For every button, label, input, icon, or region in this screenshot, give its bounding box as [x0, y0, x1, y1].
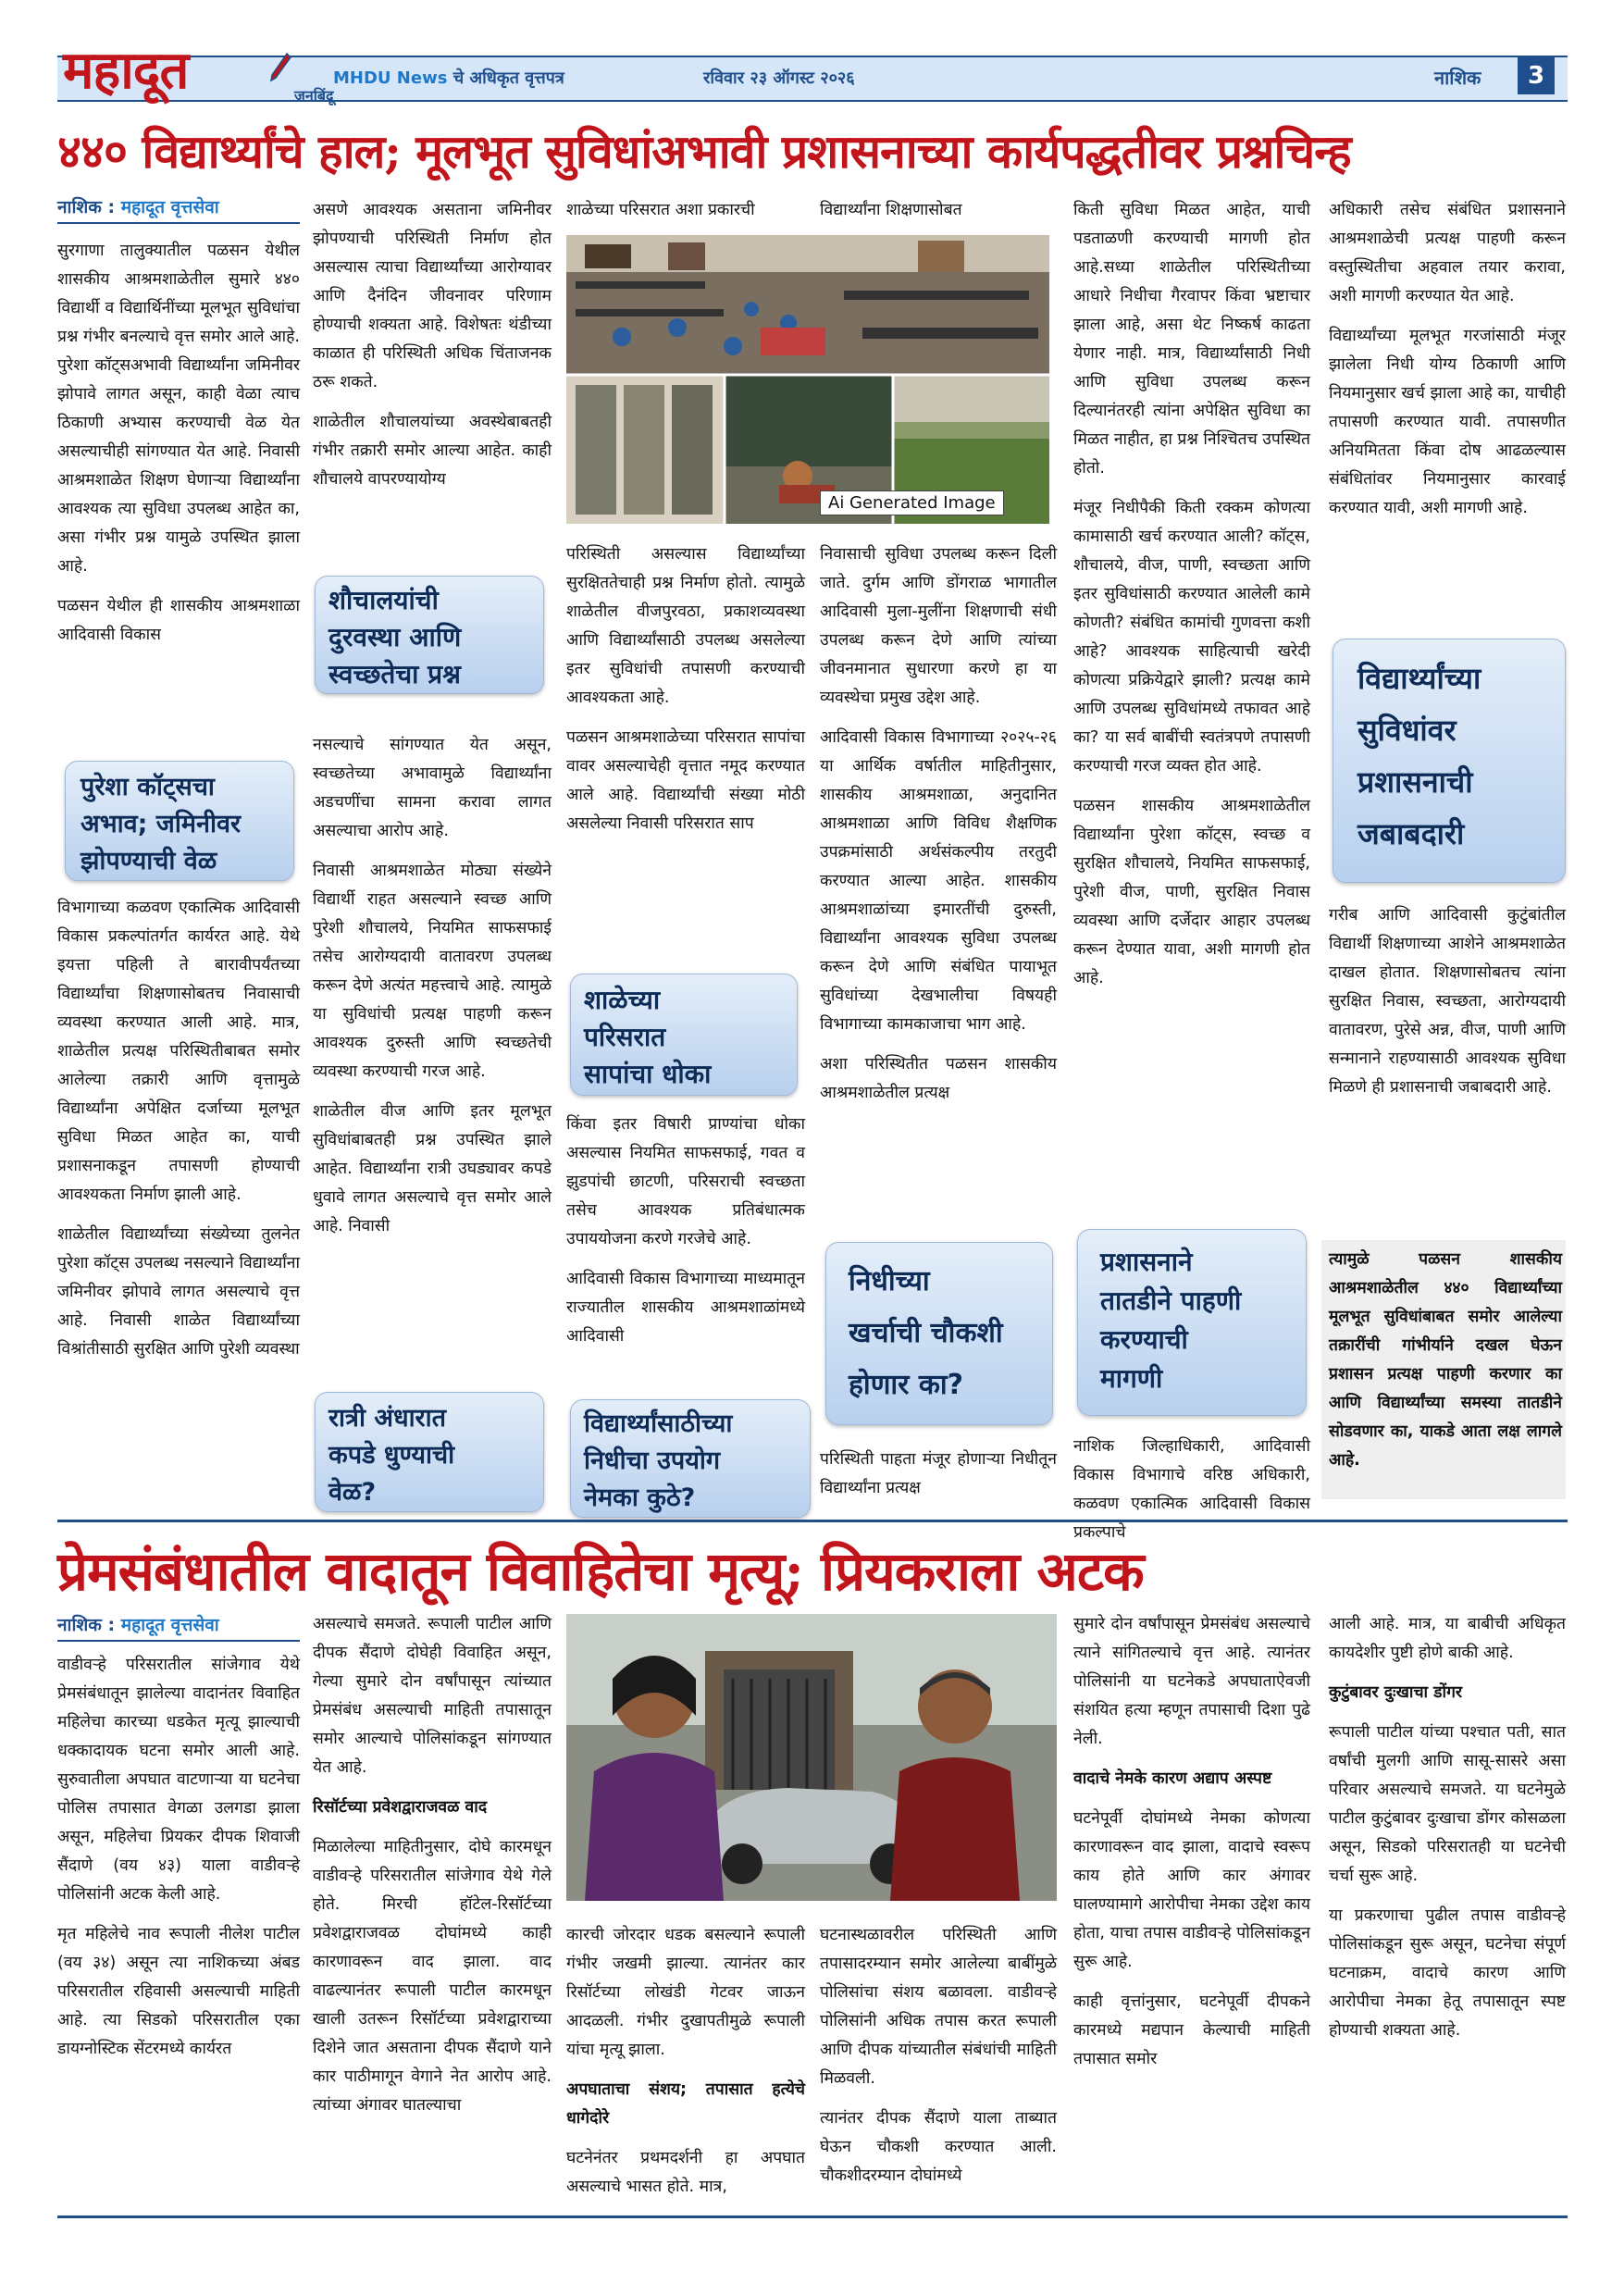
story2-col4: घटनास्थळावरील परिस्थिती आणि तपासादरम्यान समोर आलेल्या बाबींमुळे पोलिसांचा संशय बळावला. वाडीवऱ्हे पोलिसांनी अधिक तपास करत रूपाली आणि दीपक यांच्यातील संबंधांची माहिती मिळवली. त्यानंतर दीपक सैंदाणे याला ताब्यात घेऊन चौकशी करण्यात आली. चौकशीदरम्यान दोघांमध्ये	[820, 1926, 1057, 2185]
story2-col2: असल्याचे समजते. रूपाली पाटील आणि दीपक सैंदाणे दोघेही विवाहित असून, गेल्या सुमारे दोन वर्षांपासून त्यांच्यात प्रेमसंबंध असल्याची माहिती तपासातून समोर आल्याचे पोलिसांकडून सांगण्यात येत आहे. रिसॉर्टच्या प्रवेशद्वाराजवळ वाद मिळालेल्या माहितीनुसार, दोघे कारमधून वाडीवऱ्हे परिसरातील सांजेगाव येथे गेले होते. मिरची हॉटेल-रिसॉर्टच्या प्रवेशद्वाराजवळ दोघांमध्ये काही कारणावरून वाद झाला. वाद वाढल्यानंतर रूपाली पाटील कारमधून खाली उतरून रिसॉर्टच्या प्रवेशद्वाराच्या दिशेने जात असताना दीपक सैंदाणे याने कार पाठीमागून वेगाने नेत आरोप आहे. त्यांच्या अंगावर घातल्याचा	[313, 1615, 552, 2115]
pen-icon	[268, 52, 292, 83]
callout-night: रात्री अंधारात कपडे धुण्याची वेळ?	[315, 1392, 544, 1512]
brand-logo: महादूत	[63, 40, 189, 101]
ai-generated-label: Ai Generated Image	[820, 490, 1004, 515]
story2-col6: आली आहे. मात्र, या बाबीची अधिकृत कायदेशीर पुष्टी होणे बाकी आहे. कुटुंबावर दुःखाचा डोंगर रूपाली पाटील यांच्या पश्चात पती, सात वर्षांची मुलगी आणि सासू-सासरे असा परिवार असल्याचे समजते. या घटनेमुळे पाटील कुटुंबावर दुःखाचा डोंगर कोसळला असून, सिडको परिसरातही या घटनेची चर्चा सुरू आहे. या प्रकरणाचा पुढील तपास वाडीवऱ्हे पोलिसांकडून सुरू असून, घटनेचा संपूर्ण घटनाक्रम, वादाचे कारण आणि आरोपीचा नेमका हेतू तपासातून स्पष्ट होण्याची शक्यता आहे.	[1329, 1615, 1566, 2040]
story1-col6b: गरीब आणि आदिवासी कुटुंबांतील विद्यार्थी शिक्षणाच्या आशेने आश्रमशाळेत दाखल होतात. शिक्षणासोबतच त्यांना सुरक्षित निवास, स्वच्छता, आरोग्यदायी वातावरण, पुरेसे अन्न, वीज, पाणी आणि सन्मानाने राहण्यासाठी आवश्यक सुविधा मिळणे ही प्रशासनाची जबाबदारी आहे.	[1329, 906, 1566, 1097]
hostel-photo-collage	[566, 235, 1049, 524]
callout-cots: पुरेशा कॉट्सचा अभाव; जमिनीवर झोपण्याची वेळ	[65, 761, 294, 881]
story1-col4b: परिस्थिती पाहता मंजूर होणाऱ्या निधीतून विद्यार्थ्यांना प्रत्यक्ष	[820, 1450, 1057, 1497]
bottom-rule	[57, 2215, 1568, 2218]
story1-col2a: असणे आवश्यक असताना जमिनीवर झोपण्याची परिस्थिती निर्माण होत असल्यास त्याचा विद्यार्थ्यांच्या आरोग्यावर आणि दैनंदिन जीवनावर परिणाम होण्याची शक्यता आहे. विशेषतः थंडीच्या काळात ही परिस्थिती अधिक चिंताजनक ठरू शकते. शाळेतील शौचालयांच्या अवस्थेबाबतही गंभीर तक्रारी समोर आल्या आहेत. काही शौचालये वापरण्यायोग्य	[313, 201, 552, 489]
callout-funds-use: विद्यार्थ्यांसाठीच्या निधीचा उपयोग नेमका कुठे?	[570, 1399, 811, 1518]
story1-col3a: परिस्थिती असल्यास विद्यार्थ्यांच्या सुरक्षिततेचाही प्रश्न निर्माण होतो. त्यामुळे शाळेतील वीजपुरवठा, प्रकाशव्यवस्था आणि विद्यार्थ्यांसाठी उपलब्ध असलेल्या इतर सुविधांची तपासणी करण्याची आवश्यकता आहे. पळसन आश्रमशाळेच्या परिसरात सापांचा वावर असल्याचेही वृत्तात नमूद करण्यात आले आहे. विद्यार्थ्यांची संख्या मोठी असलेल्या निवासी परिसरात साप	[566, 545, 805, 833]
story1-col6c: त्यामुळे पळसन शासकीय आश्रमशाळेतील ४४० विद्यार्थ्यांच्या मूलभूत सुविधांबाबत समोर आलेल्या तक्रारींची गांभीर्याने दखल घेऊन प्रशासन प्रत्यक्ष पाहणी करणार का आणि विद्यार्थ्यांच्या समस्या तातडीने सोडवणार का, याकडे आता लक्ष लागले आहे.	[1329, 1250, 1562, 1470]
accident-photo	[566, 1614, 1057, 1901]
photo-collage-graphic	[566, 235, 1049, 524]
section-divider	[57, 1520, 1568, 1522]
story1-col3b: किंवा इतर विषारी प्राण्यांचा धोका असल्यास नियमित साफसफाई, गवत व झुडपांची छाटणी, परिसराची स्वच्छता तसेच आवश्यक प्रतिबंधात्मक उपाययोजना करणे गरजेचे आहे. आदिवासी विकास विभागाच्या माध्यमातून राज्यातील शासकीय आश्रमशाळांमध्ये आदिवासी	[566, 1115, 805, 1346]
brand-subtitle: जनबिंदू	[294, 87, 334, 105]
callout-responsibility: विद्यार्थ्यांच्या सुविधांवर प्रशासनाची जबाबदारी	[1333, 639, 1566, 883]
story2-col5: सुमारे दोन वर्षांपासून प्रेमसंबंध असल्याचे त्याने सांगितल्याचे वृत्त आहे. त्यानंतर पोलिसांनी या घटनेकडे अपघाताऐवजी संशयित हत्या म्हणून तपासाची दिशा पुढे नेली. वादाचे नेमके कारण अद्याप अस्पष्ट घटनेपूर्वी दोघांमध्ये नेमका कोणत्या कारणावरून वाद झाला, वादाचे स्वरूप काय होते आणि कार अंगावर घालण्यामागे आरोपीचा नेमका उद्देश काय होता, याचा तपास वाडीवऱ्हे पोलिसांकडून सुरू आहे. काही वृत्तांनुसार, घटनेपूर्वी दीपकने कारमध्ये मद्यपान केल्याची माहिती तपासात समोर	[1073, 1615, 1310, 2068]
callout-snakes: शाळेच्या परिसरात सापांचा धोका	[570, 974, 798, 1096]
accident-photo-graphic	[566, 1614, 1057, 1901]
story1-headline: ४४० विद्यार्थ्यांचे हाल; मूलभूत सुविधांअभावी प्रशासनाच्या कार्यपद्धतीवर प्रश्नचिन्ह	[57, 124, 1351, 179]
story1-byline: नाशिक : महादूत वृत्तसेवा	[57, 197, 219, 217]
story1-col3-top: शाळेच्या परिसरात अशा प्रकारची	[566, 201, 755, 219]
callout-toilets: शौचालयांची दुरवस्था आणि स्वच्छतेचा प्रश्न	[315, 576, 544, 694]
story1-col1b: विभागाच्या कळवण एकात्मिक आदिवासी विकास प्रकल्पांतर्गत कार्यरत आहे. येथे इयत्ता पहिली ते बारावीपर्यंतच्या विद्यार्थ्यांचा शिक्षणासोबतच निवासाची व्यवस्था करण्यात आली आहे. मात्र, शाळेतील प्रत्यक्ष परिस्थितीबाबत समोर आलेल्या तक्रारी आणि वृत्तामुळे विद्यार्थ्यांना अपेक्षित दर्जाच्या मूलभूत सुविधा मिळत आहेत का, याची प्रशासनाकडून तपासणी होण्याची आवश्यकता निर्माण झाली आहे. शाळेतील विद्यार्थ्यांच्या संख्येच्या तुलनेत पुरेशा कॉट्स उपलब्ध नसल्याने विद्यार्थ्यांना जमिनीवर झोपावे लागत असल्याचे वृत्त आहे. निवासी शाळेत विद्यार्थ्यांच्या विश्रांतीसाठी सुरक्षित आणि पुरेशी व्यवस्था	[57, 899, 300, 1359]
story1-col5b: नाशिक जिल्हाधिकारी, आदिवासी विकास विभागाचे वरिष्ठ अधिकारी, कळवण एकात्मिक आदिवासी विकास प्रकल्पाचे	[1073, 1437, 1310, 1542]
story1-col1a: सुरगाणा तालुक्यातील पळसन येथील शासकीय आश्रमशाळेतील सुमारे ४४० विद्यार्थी व विद्यार्थिनींच्या मूलभूत सुविधांचा प्रश्न गंभीर बनल्याचे वृत्त समोर आले आहे. पुरेशा कॉट्सअभावी विद्यार्थ्यांना जमिनीवर झोपावे लागत असून, काही वेळा त्याच ठिकाणी अभ्यास करण्याची वेळ येत असल्याचीही सांगण्यात येत आहे. निवासी आश्रमशाळेत शिक्षण घेणाऱ्या विद्यार्थ्यांना आवश्यक त्या सुविधा उपलब्ध आहेत का, असा गंभीर प्रश्न यामुळे उपस्थित झाला आहे. पळसन येथील ही शासकीय आश्रमशाळा आदिवासी विकास	[57, 242, 300, 644]
byline-rule	[57, 222, 300, 224]
story2-headline: प्रेमसंबंधातील वादातून विवाहितेचा मृत्यू; प्रियकराला अटक	[57, 1540, 1144, 1603]
story1-col5a: किती सुविधा मिळत आहेत, याची पडताळणी करण्याची मागणी होत आहे.सध्या शाळेतील परिस्थितीच्या आधारे निधीचा गैरवापर किंवा भ्रष्टाचार झाला आहे, असा थेट निष्कर्ष काढता येणार नाही. मात्र, विद्यार्थ्यांसाठी निधी आणि सुविधा उपलब्ध करून दिल्यानंतरही त्यांना अपेक्षित सुविधा का मिळत नाहीत, हा प्रश्न निश्चितच उपस्थित होतो. मंजूर निधीपैकी किती रक्कम कोणत्या कामासाठी खर्च करण्यात आली? कॉट्स, शौचालये, वीज, पाणी, स्वच्छता आणि इतर सुविधांसाठी करण्यात आलेली कामे कोणती? संबंधित कामांची गुणवत्ता कशी आहे? आवश्यक साहित्याची खरेदी कोणत्या प्रक्रियेद्वारे झाली? प्रत्यक्ष कामे आणि उपलब्ध सुविधांमध्ये तफावत आहे का? या सर्व बाबींची स्वतंत्रपणे तपासणी करण्याची गरज व्यक्त होत आहे. पळसन शासकीय आश्रमशाळेतील विद्यार्थ्यांना पुरेशा कॉट्स, स्वच्छ व सुरक्षित शौचालये, नियमित साफसफाई, पुरेशी वीज, पाणी, सुरक्षित निवास व्यवस्था आणि दर्जेदार आहार उपलब्ध करून देण्यात यावा, अशी मागणी होत आहे.	[1073, 201, 1310, 987]
callout-inquiry: निधीच्या खर्चाची चौकशी होणार का?	[825, 1242, 1053, 1425]
story1-col4a: निवासाची सुविधा उपलब्ध करून दिली जाते. दुर्गम आणि डोंगराळ भागातील आदिवासी मुला-मुलींना शिक्षणाची संधी उपलब्ध करून देणे आणि त्यांच्या जीवनमानात सुधारणा करणे हा या व्यवस्थेचा प्रमुख उद्देश आहे. आदिवासी विकास विभागाच्या २०२५-२६ या आर्थिक वर्षातील माहितीनुसार, शासकीय आश्रमशाळा, अनुदानित आश्रमशाळा आणि विविध शैक्षणिक उपक्रमांसाठी अर्थसंकल्पीय तरतुदी करण्यात आल्या आहेत. शासकीय आश्रमशाळांच्या इमारतींची दुरुस्ती, विद्यार्थ्यांना आवश्यक सुविधा उपलब्ध करून देणे आणि संबंधित पायाभूत सुविधांच्या देखभालीचा विषयही विभागाच्या कामकाजाचा भाग आहे. अशा परिस्थितीत पळसन शासकीय आश्रमशाळेतील प्रत्यक्ष	[820, 545, 1057, 1102]
story2-col1: वाडीवऱ्हे परिसरातील सांजेगाव येथे प्रेमसंबंधातून झालेल्या वादानंतर विवाहित महिलेचा कारच्या धडकेत मृत्यू झाल्याची धक्कादायक घटना समोर आली आहे. सुरुवातीला अपघात वाटणाऱ्या या घटनेचा पोलिस तपासात वेगळा उलगडा झाला असून, महिलेचा प्रियकर दीपक शिवाजी सैंदाणे (वय ४३) याला वाडीवऱ्हे पोलिसांनी अटक केली आहे. मृत महिलेचे नाव रूपाली नीलेश पाटील (वय ३४) असून त्या नाशिकच्या अंबड परिसरातील रहिवासी असल्याची माहिती आहे. त्या सिडको परिसरातील एका डायग्नोस्टिक सेंटरमध्ये कार्यरत	[57, 1656, 300, 2058]
page-number: 3	[1518, 57, 1555, 94]
masthead-tagline: MHDU News चे अधिकृत वृत्तपत्र	[333, 68, 564, 88]
story2-byline: नाशिक : महादूत वृत्तसेवा	[57, 1615, 219, 1635]
story1-col2b: नसल्याचे सांगण्यात येत असून, स्वच्छतेच्या अभावामुळे विद्यार्थ्यांना अडचणींचा सामना करावा लागत असल्याचा आरोप आहे. निवासी आश्रमशाळेत मोठ्या संख्येने विद्यार्थी राहत असल्याने स्वच्छ आणि पुरेशी शौचालये, नियमित साफसफाई तसेच आरोग्यदायी वातावरण उपलब्ध करून देणे अत्यंत महत्त्वाचे आहे. त्यामुळे या सुविधांची प्रत्यक्ष पाहणी करून आवश्यक दुरुस्ती आणि स्वच्छतेची व्यवस्था करण्याची गरज आहे. शाळेतील वीज आणि इतर मूलभूत सुविधांबाबतही प्रश्न उपस्थित झाले आहेत. विद्यार्थ्यांना रात्री उघड्यावर कपडे धुवावे लागत असल्याचे वृत्त समोर आले आहे. निवासी	[313, 736, 552, 1235]
story1-col6a: अधिकारी तसेच संबंधित प्रशासनाने आश्रमशाळेची प्रत्यक्ष पाहणी करून वस्तुस्थितीचा अहवाल तयार करावा, अशी मागणी करण्यात येत आहे. विद्यार्थ्यांच्या मूलभूत गरजांसाठी मंजूर झालेला निधी योग्य ठिकाणी आणि नियमानुसार खर्च झाला आहे का, याचीही तपासणी करण्यात यावी. तपासणीत अनियमितता किंवा दोष आढळल्यास संबंधितांवर नियमानुसार कारवाई करण्यात यावी, अशी मागणी आहे.	[1329, 201, 1566, 517]
masthead-city: नाशिक	[1434, 67, 1481, 89]
callout-inspection: प्रशासनाने तातडीने पाहणी करण्याची मागणी	[1077, 1229, 1307, 1416]
byline-rule-2	[57, 1640, 300, 1642]
masthead-date: रविवार २३ ऑगस्ट २०२६	[703, 68, 855, 88]
story2-col3: कारची जोरदार धडक बसल्याने रूपाली गंभीर जखमी झाल्या. त्यानंतर कार रिसॉर्टच्या लोखंडी गेटवर जाऊन आदळली. गंभीर दुखापतीमुळे रूपाली यांचा मृत्यू झाला. अपघाताचा संशय; तपासात हत्येचे धागेदोरे घटनेनंतर प्रथमदर्शनी हा अपघात असल्याचे भासत होते. मात्र,	[566, 1926, 805, 2196]
story1-col4-top: विद्यार्थ्यांना शिक्षणासोबत	[820, 201, 962, 219]
